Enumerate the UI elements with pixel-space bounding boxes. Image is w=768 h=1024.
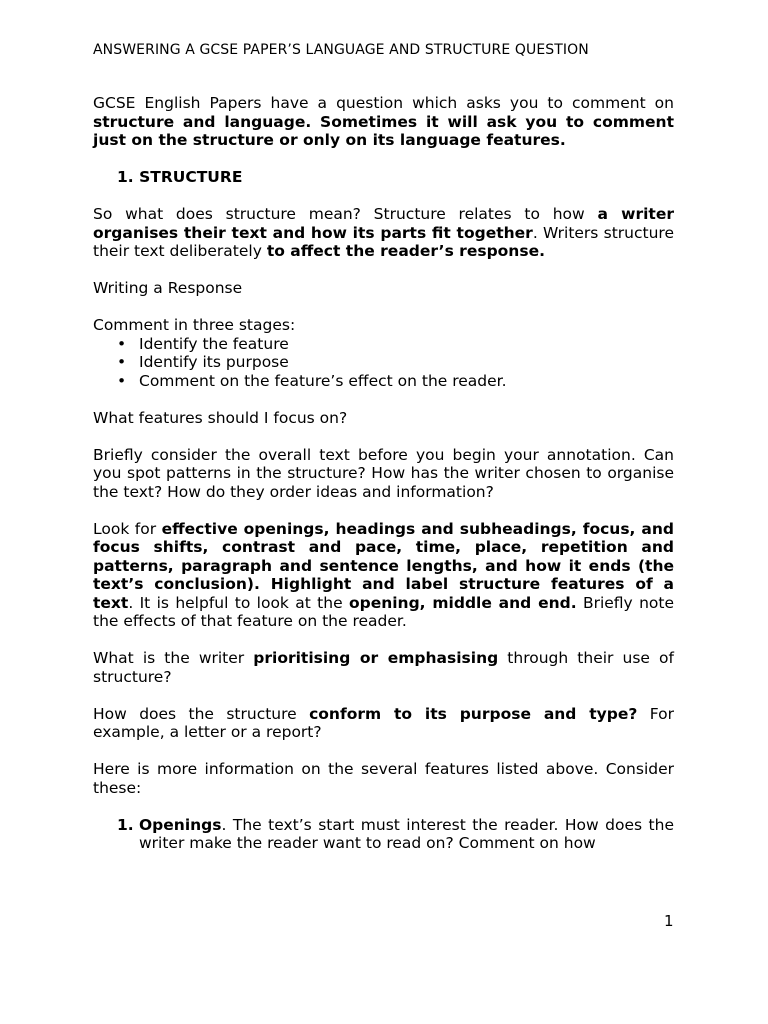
structure-def-text-1: So what does structure mean? Structure relates to how [93,205,598,223]
bullet-icon: • [117,334,127,353]
more-info-paragraph: Here is more information on the several features listed above. Consider these: [93,760,674,797]
bullet-icon: • [117,353,127,371]
stage-text: Identify its purpose [139,353,289,371]
structure-def-text-2: . Writers structure their text deliberately [93,223,674,260]
section-heading-structure [93,168,674,187]
section-number: 1. [117,168,134,186]
prioritising-paragraph [93,649,674,686]
look-for-text-3: Briefly note the effects of that feature on the reader. [93,593,674,630]
look-for-text-2: . It is helpful to look at the [128,593,349,612]
structure-def-bold-1: a writer organises their text and how its parts fit together [93,205,674,242]
page-number: 1 [664,912,674,930]
stages-intro: Comment in three stages: [93,316,296,334]
conform-paragraph [93,705,674,742]
structure-def-bold-2: to affect the reader’s response. [266,242,545,260]
stages-list [93,335,674,391]
conform-bold: conform to its purpose and type? [309,704,638,723]
focus-question: What features should I focus on? [93,408,348,427]
list-item [93,353,674,372]
stage-text: Identify the feature [139,334,289,353]
prioritising-text-2: through their use of structure? [93,649,674,686]
conform-text-2: For example, a letter or a report? [93,704,674,741]
features-list [93,816,674,853]
intro-text: GCSE English Papers have a question which asks you to comment on [93,94,674,112]
prioritising-text-1: What is the writer [93,649,254,667]
list-item [93,372,674,391]
stage-text: Comment on the feature’s effect on the reader. [139,371,507,390]
document-body [93,94,674,853]
conform-text-1: How does the structure [93,704,310,723]
prioritising-bold: prioritising or emphasising [253,649,499,667]
look-for-text-1: Look for [93,519,162,538]
writing-response-heading: Writing a Response [93,279,243,297]
look-for-bold-2: opening, middle and end. [348,593,577,612]
intro-paragraph [93,94,674,150]
briefly-paragraph: Briefly consider the overall text before you begin your annotation. Can you spot patterns in the structure? How has the writer chosen to organise the text? How do they order ideas and information? [93,445,674,501]
bullet-icon: • [117,371,127,390]
intro-bold-text: structure and language. Sometimes it will ask you to comment just on the structure or only on its language features. [93,112,674,149]
page-header: ANSWERING A GCSE PAPER’S LANGUAGE AND STRUCTURE QUESTION [93,42,589,58]
structure-definition-paragraph [93,205,674,261]
look-for-bold-1: effective openings, headings and subheadings, focus, and focus shifts, contrast and pace, time, place, repetition and patterns, paragraph and sentence lengths, and how it ends (the text’s conclusion). Highlight and label structure features of a text [93,519,674,612]
look-for-paragraph [93,520,674,631]
list-number: 1. [117,815,134,834]
section-title: STRUCTURE [139,168,243,186]
openings-bold: Openings [139,815,222,834]
openings-text: . The text’s start must interest the reader. How does the writer make the reader want to read on? Comment on how [139,815,674,852]
list-item [93,335,674,354]
list-item [93,816,674,853]
